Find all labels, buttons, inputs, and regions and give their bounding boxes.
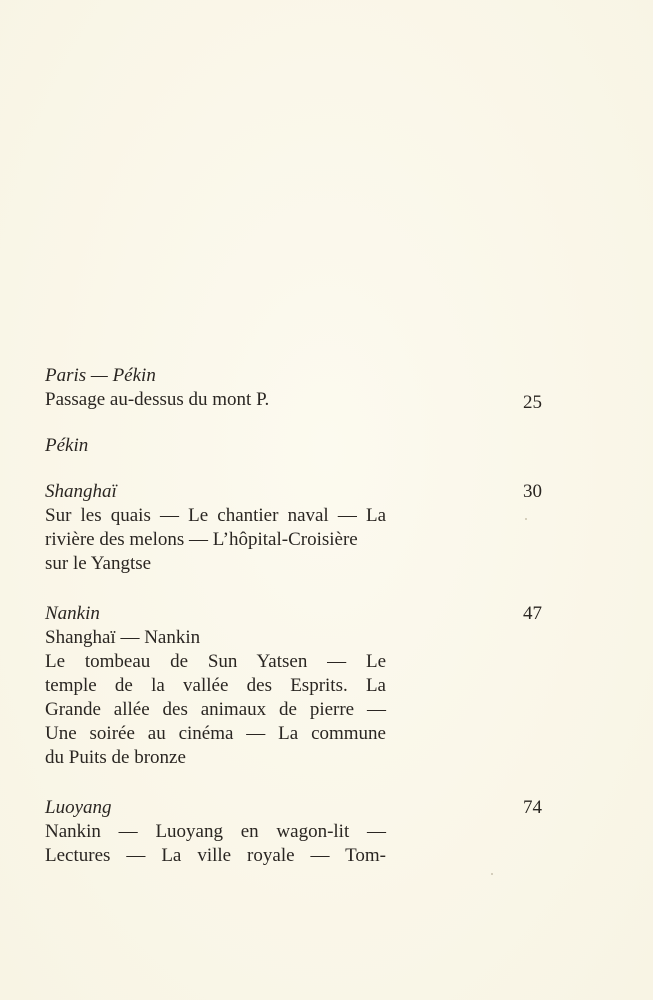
- toc-section-luoyang: [45, 796, 605, 868]
- section-description: [45, 820, 386, 868]
- table-of-contents: [45, 364, 605, 892]
- section-heading: Pékin: [45, 435, 89, 456]
- description-line: Une soirée au cinéma — La commune: [45, 723, 386, 744]
- description-line: temple de la vallée des Esprits. La: [45, 675, 386, 696]
- description-line: Nankin — Luoyang en wagon-lit —: [45, 821, 386, 842]
- page-number: 30: [523, 481, 542, 502]
- description-line: sur le Yangtse: [45, 553, 152, 574]
- section-heading: Nankin: [45, 603, 100, 624]
- toc-section-pekin: [45, 434, 605, 458]
- toc-section-paris-pekin: [45, 364, 605, 412]
- section-description: [45, 388, 386, 412]
- description-line: du Puits de bronze: [45, 747, 186, 768]
- paper-speck: [491, 873, 493, 875]
- description-line: Sur les quais — Le chantier naval — La: [45, 505, 386, 526]
- section-heading: Luoyang: [45, 797, 112, 818]
- section-heading: Shanghaï: [45, 481, 117, 502]
- description-line: rivière des melons — L’hôpital-Croisière: [45, 529, 358, 550]
- description-line: Shanghaï — Nankin: [45, 627, 201, 648]
- toc-section-nankin: [45, 602, 605, 770]
- section-description: [45, 626, 386, 770]
- page-number: 74: [523, 797, 542, 818]
- page-number: 25: [523, 392, 542, 413]
- description-line: Lectures — La ville royale — Tom-: [45, 845, 386, 866]
- page-number: 47: [523, 603, 542, 624]
- section-heading: Paris — Pékin: [45, 365, 156, 386]
- toc-section-shanghai: [45, 480, 605, 576]
- section-description: [45, 504, 386, 576]
- description-line: Grande allée des animaux de pierre —: [45, 699, 386, 720]
- description-line: Le tombeau de Sun Yatsen — Le: [45, 651, 386, 672]
- paper-speck: [525, 518, 527, 520]
- description-line: Passage au-dessus du mont P.: [45, 389, 270, 410]
